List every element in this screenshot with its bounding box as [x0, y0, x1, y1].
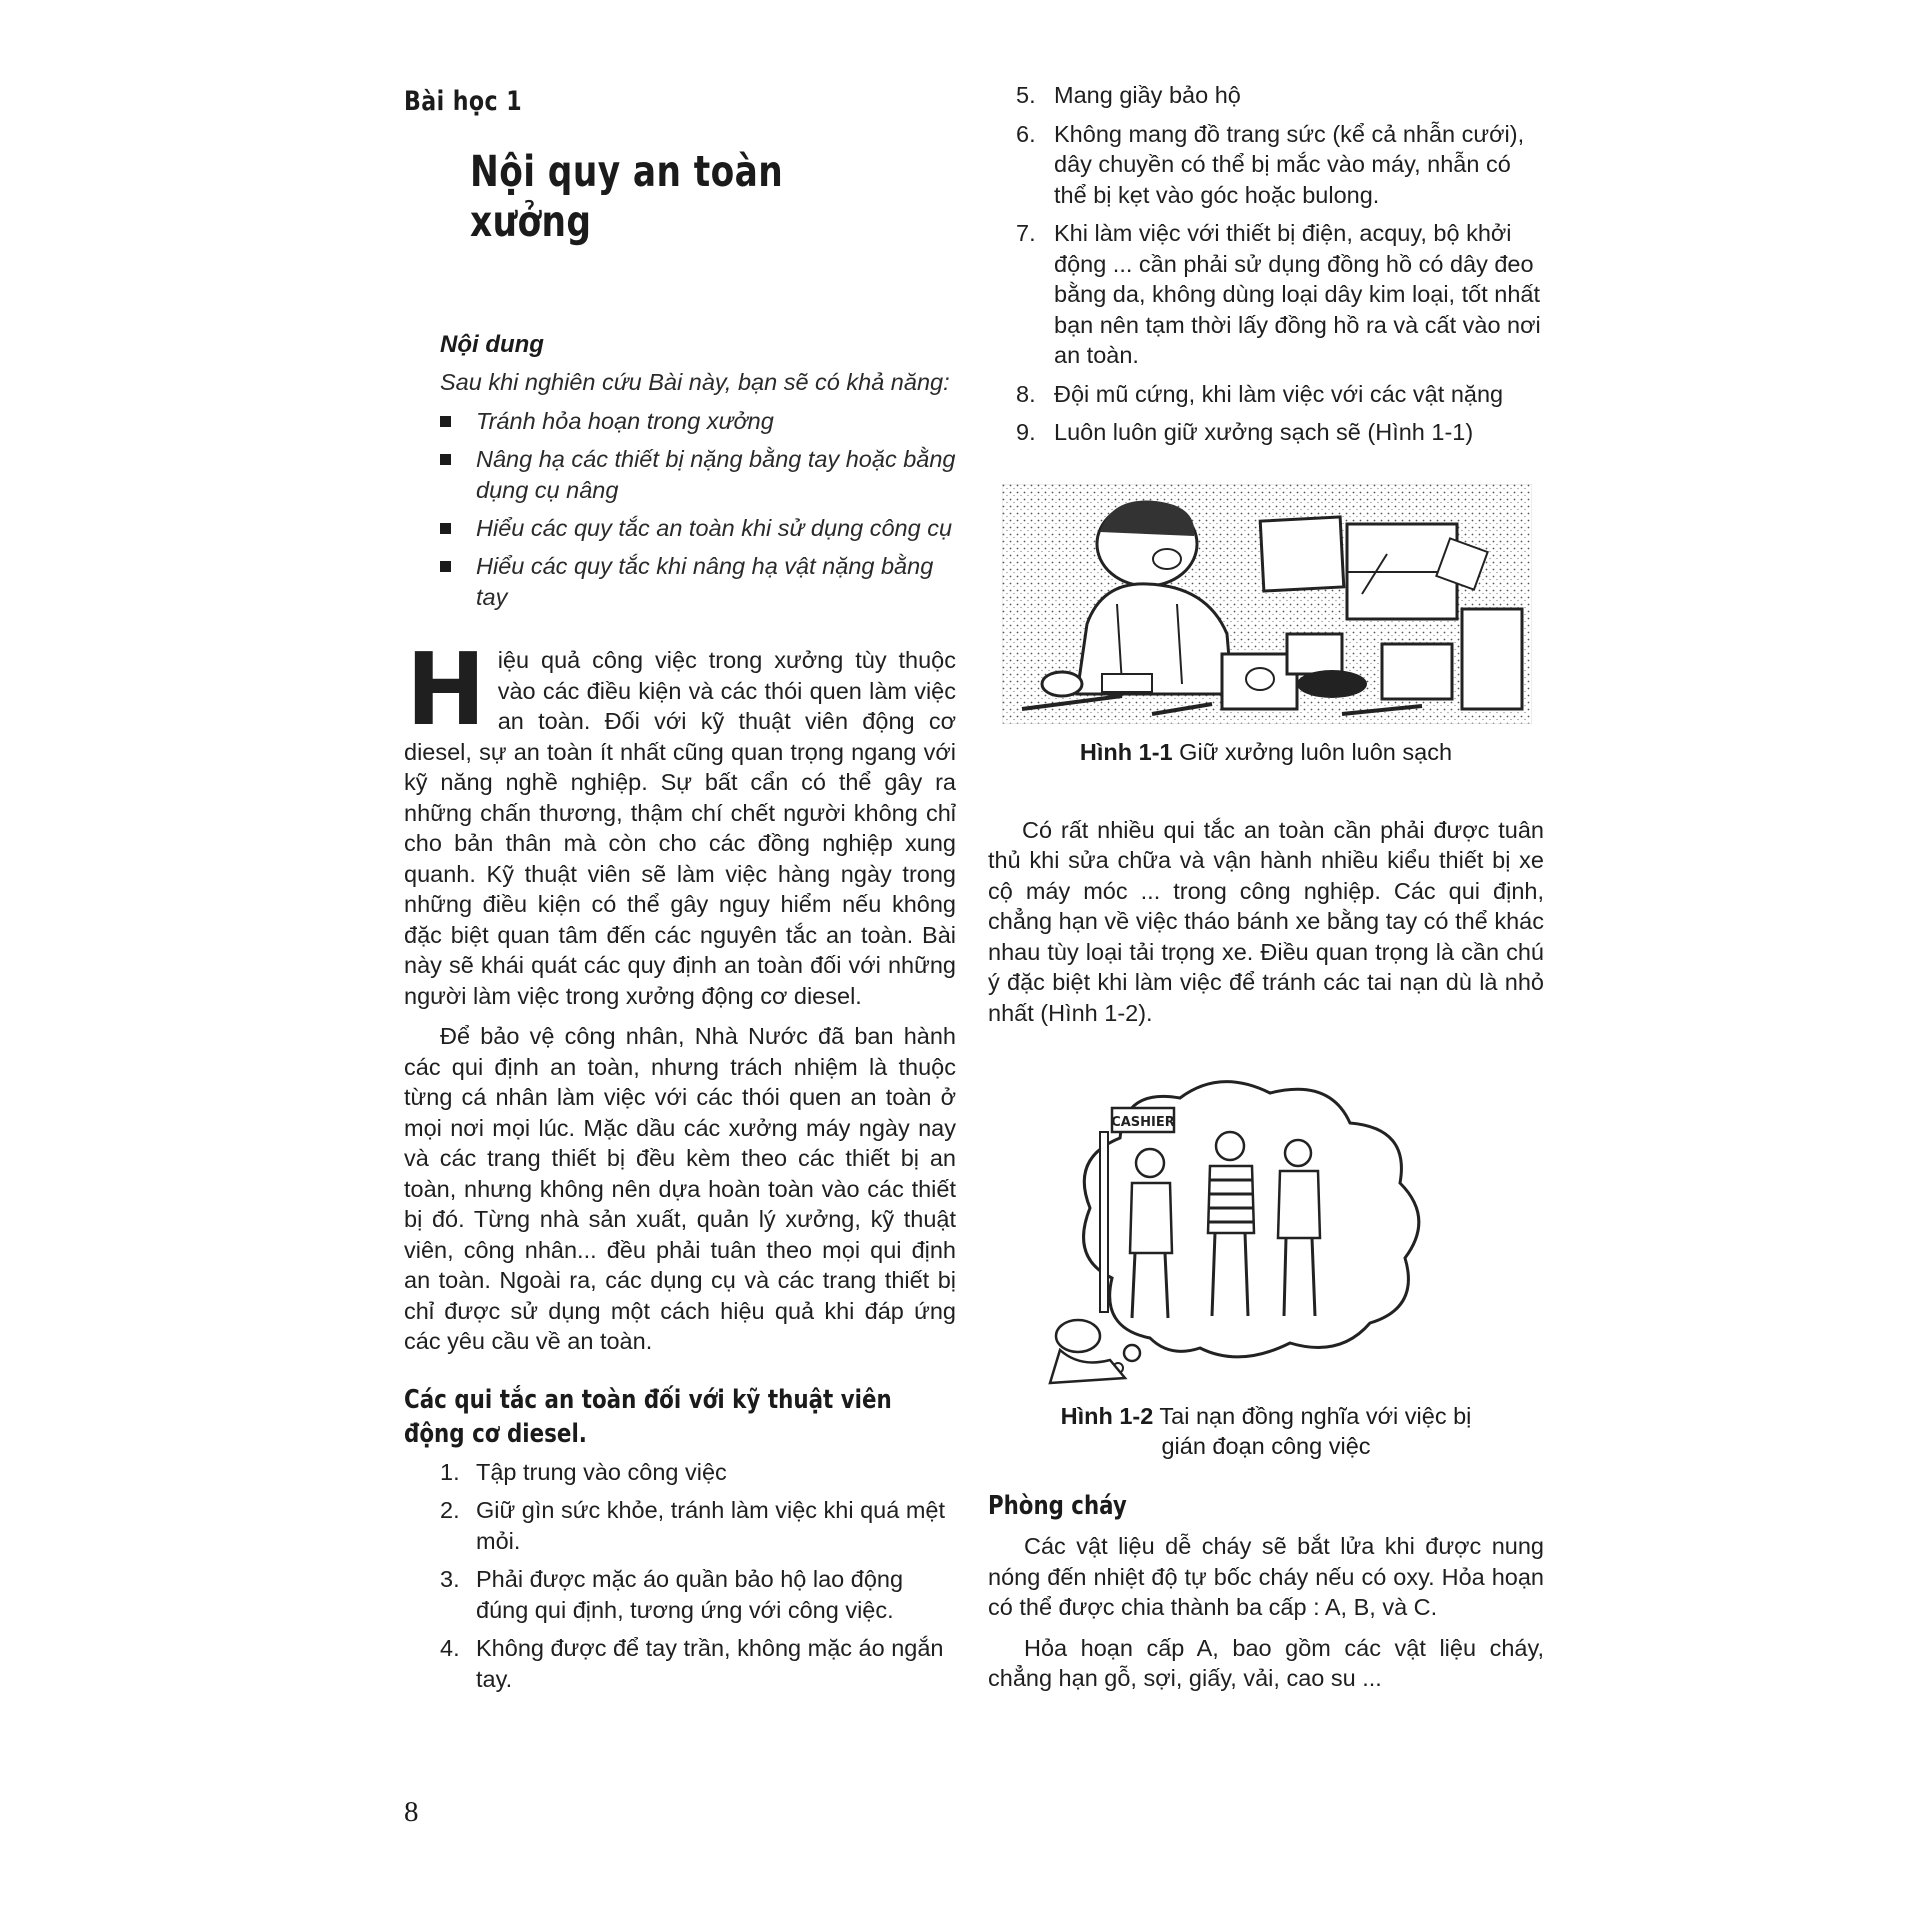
rules-list-left	[440, 1457, 956, 1695]
rule-item: 8. Đội mũ cứng, khi làm việc với các vật nặng	[1016, 380, 1504, 407]
rules-list-right	[1016, 80, 1544, 448]
rule-item: 5. Mang giầy bảo hộ	[1016, 82, 1241, 108]
rule-item: 2. Giữ gìn sức khỏe, tránh làm việc khi quá mệt mỏi.	[440, 1497, 946, 1554]
page-number: 8	[404, 1796, 419, 1828]
square-bullet-icon	[440, 454, 451, 465]
objective-item: Tránh hỏa hoạn trong xưởng	[440, 406, 956, 437]
rule-item: 3. Phải được mặc áo quần bảo hộ lao động đúng qui định, tương ứng với công việc.	[440, 1566, 904, 1623]
objective-item: Nâng hạ các thiết bị nặng bằng tay hoặc bằng dụng cụ nâng	[440, 444, 956, 506]
drop-cap: H	[406, 631, 486, 748]
rules-heading: Các qui tắc an toàn đối với kỹ thuật viên động cơ diesel.	[404, 1384, 892, 1449]
objective-item: Hiểu các quy tắc khi nâng hạ vật nặng bằng tay	[440, 551, 956, 613]
accident-illustration	[1040, 1068, 1440, 1388]
rule-item: 9. Luôn luôn giữ xưởng sạch sẽ (Hình 1-1)	[1016, 419, 1474, 445]
rule-item: 4. Không được để tay trần, không mặc áo ngắn tay.	[440, 1635, 944, 1692]
objective-item: Hiểu các quy tắc an toàn khi sử dụng công cụ	[440, 513, 956, 544]
workshop-illustration	[1002, 484, 1532, 724]
square-bullet-icon	[440, 561, 451, 572]
fire-prevention-heading: Phòng cháy	[988, 1491, 1127, 1521]
square-bullet-icon	[440, 416, 451, 427]
figure-2-caption: Hình 1-2 Tai nạn đồng nghĩa với việc bị gián đoạn công việc	[1060, 1403, 1472, 1459]
paragraph-worker-protection: Để bảo vệ công nhân, Nhà Nước đã ban hành các qui định an toàn, nhưng trách nhiệm là thuộc từng cá nhân làm việc với các thói quen an toàn ở mọi nơi mọi lúc. Mặc dầu các xưởng máy ngày nay và các trang thiết bị đều kèm theo các thiết bị an toàn, nhưng không nên dựa hoàn toàn vào các thiết bị đó. Từng nhà sản xuất, quản lý xưởng, kỹ thuật viên, công nhân... đều phải tuân theo mọi qui định an toàn. Ngoài ra, các dụng cụ và các trang thiết bị chỉ được sử dụng một cách hiệu quả khi đáp ứng các yêu cầu về an toàn.	[404, 1023, 956, 1354]
objectives-list	[440, 406, 956, 613]
rule-item: 1. Tập trung vào công việc	[440, 1458, 727, 1485]
lesson-number: Bài học 1	[404, 86, 523, 117]
content-intro: Sau khi nghiên cứu Bài này, bạn sẽ có khả năng:	[440, 369, 950, 395]
paragraph-fire-2: Hỏa hoạn cấp A, bao gồm các vật liệu cháy, chẳng hạn gỗ, sợi, giấy, vải, cao su ...	[988, 1634, 1544, 1691]
paragraph-intro: Hiệu quả công việc trong xưởng tùy thuộc vào các điều kiện và các thói quen làm việc an toàn. Đối với kỹ thuật viên động cơ diesel, sự an toàn ít nhất cũng quan trọng ngang với kỹ năng nghề nghiệp. Sự bất cẩn có thể gây ra những chấn thương, thậm chí chết người không chỉ cho bản thân mà còn cho các đồng nghiệp xung quanh. Kỹ thuật viên sẽ làm việc hàng ngày trong những điều kiện có thể gây nguy hiểm nếu không đặc biệt quan tâm đến các nguyên tắc an toàn. Bài này sẽ khái quát các quy định an toàn đối với những người làm việc trong xưởng động cơ diesel.	[404, 631, 956, 1009]
figure-1-caption: Hình 1-1 Giữ xưởng luôn luôn sạch	[1079, 738, 1453, 765]
paragraph-safety-rules: Có rất nhiều qui tắc an toàn cần phải được tuân thủ khi sửa chữa và vận hành nhiều kiểu thiết bị xe cộ máy móc ... trong công nghiệp. Các qui định, chẳng hạn về việc tháo bánh xe bằng tay có thể khác nhau tùy loại tải trọng xe. Điều quan trọng là cần chú ý đặc biệt khi làm việc để tránh các tai nạn dù là nhỏ nhất (Hình 1-2).	[988, 816, 1544, 1026]
rule-item: 6. Không mang đồ trang sức (kể cả nhẫn cưới), dây chuyền có thể bị mắc vào máy, nhẫn có thể bị kẹt vào góc hoặc bulong.	[1016, 120, 1525, 208]
rule-item: 7. Khi làm việc với thiết bị điện, acquy, bộ khởi động ... cần phải sử dụng đồng hồ có dây đeo bằng da, không dùng loại dây kim loại, tốt nhất bạn nên tạm thời lấy đồng hồ ra và cất vào nơi an toàn.	[1016, 220, 1541, 368]
lesson-title: Nội quy an toàn xưởng	[470, 147, 784, 247]
square-bullet-icon	[440, 523, 451, 534]
left-column	[404, 80, 956, 1702]
cashier-sign-text: CASHIER	[1111, 1115, 1175, 1130]
paragraph-fire-1: Các vật liệu dễ cháy sẽ bắt lửa khi được nung nóng đến nhiệt độ tự bốc cháy nếu có oxy. Hỏa hoạn có thể được chia thành ba cấp : A, B, và C.	[988, 1533, 1544, 1620]
content-heading: Nội dung	[440, 331, 544, 358]
right-column	[988, 80, 1544, 1694]
